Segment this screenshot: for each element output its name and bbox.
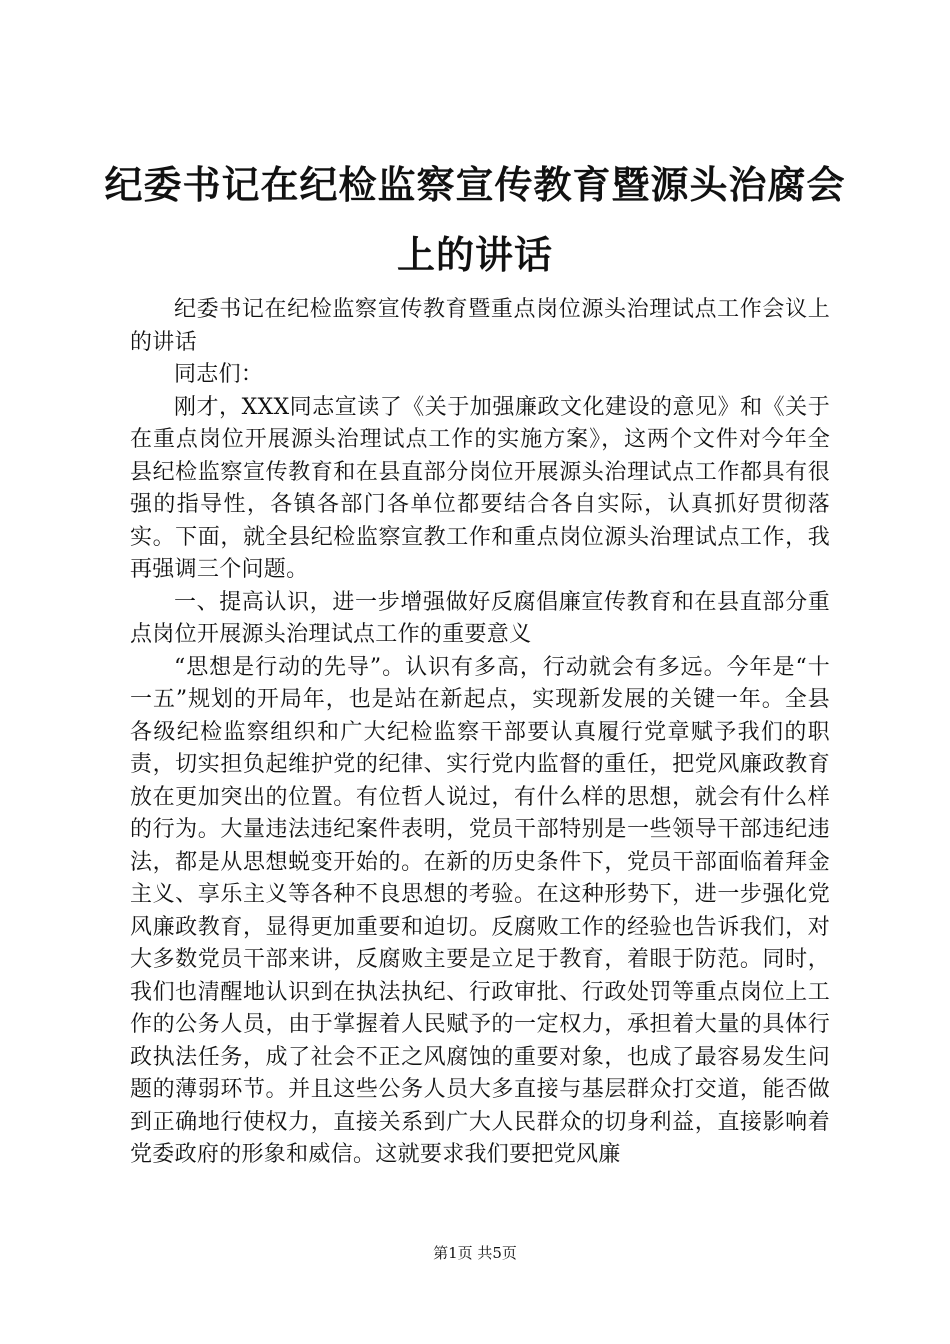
document-body	[130, 294, 830, 1172]
salutation-paragraph: 同志们：	[174, 362, 264, 387]
body-paragraph: “思想是行动的先导”。认识有多高，行动就会有多远。今年是“十一五”规划的开局年，也是站在新起点，实现新发展的关键一年。全县各级纪检监察组织和广大纪检监察干部要认真履行党章赋予我们的职责，切实担负起维护党的纪律、实行党内监督的重任，把党风廉政教育放在更加突出的位置。有位哲人说过，有什么样的思想，就会有什么样的行为。大量违法违纪案件表明，党员干部特别是一些领导干部违纪违法，都是从思想蜕变开始的。在新的历史条件下，党员干部面临着拜金主义、享乐主义等各种不良思想的考验。在这种形势下，进一步强化党风廉政教育，显得更加重要和迫切。反腐败工作的经验也告诉我们，对大多数党员干部来讲，反腐败主要是立足于教育，着眼于防范。同时，我们也清醒地认识到在执法执纪、行政审批、行政处罚等重点岗位上工作的公务人员，由于掌握着人民赋予的一定权力，承担着大量的具体行政执法任务，成了社会不正之风腐蚀的重要对象，也成了最容易发生问题的薄弱环节。并且这些公务人员大多直接与基层群众打交道，能否做到正确地行使权力，直接关系到广大人民群众的切身利益，直接影响着党委政府的形象和威信。这就要求我们要把党风廉	[130, 654, 830, 1167]
body-paragraph: 刚才，XXX同志宣读了《关于加强廉政文化建设的意见》和《关于在重点岗位开展源头治理试点工作的实施方案》，这两个文件对今年全县纪检监察宣传教育和在县直部分岗位开展源头治理试点工作都具有很强的指导性，各镇各部门各单位都要结合各自实际，认真抓好贯彻落实。下面，就全县纪检监察宣教工作和重点岗位源头治理试点工作，我再强调三个问题。	[130, 394, 830, 582]
section-heading: 一、提高认识，进一步增强做好反腐倡廉宣传教育和在县直部分重点岗位开展源头治理试点工作的重要意义	[130, 589, 830, 647]
subtitle-paragraph: 纪委书记在纪检监察宣传教育暨重点岗位源头治理试点工作会议上的讲话	[130, 297, 830, 355]
document-title: 纪委书记在纪检监察宣传教育暨源头治腐会上的讲话	[104, 162, 846, 277]
page-footer: 第1页 共5页	[433, 1244, 517, 1262]
